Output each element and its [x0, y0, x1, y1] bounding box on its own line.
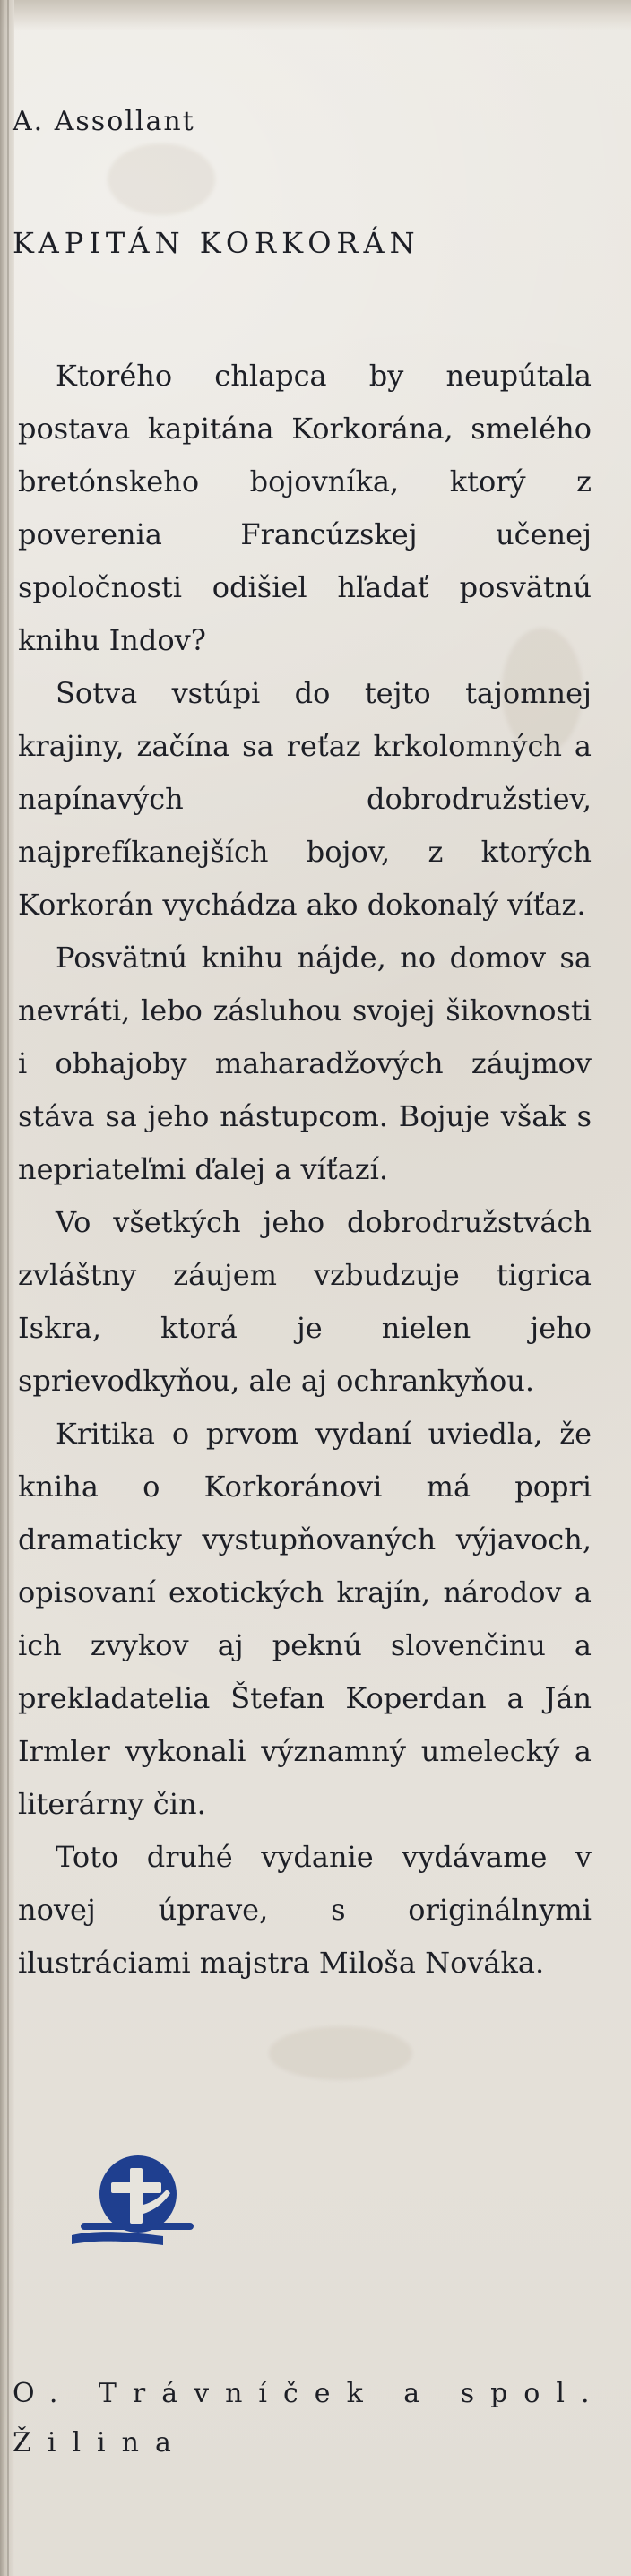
publisher-logo-icon — [65, 2152, 208, 2251]
author-name: A. Assollant — [13, 106, 195, 137]
blurb-paragraph-5: Kritika o prvom vydaní uviedla, že kniha o Korkoránovi má popri dramaticky vystupňovaných výjavoch, opisovaní exotických krajín, národov a ich zvykov aj peknú slovenčinu a prekladatelia Štefan Koperdan a Ján Irmler vykonali významný umelecký a literárny čin. — [18, 1417, 592, 1821]
book-title: KAPITÁN KORKORÁN — [13, 226, 420, 260]
blurb-paragraph-2: Sotva vstúpi do tejto tajomnej krajiny, začína sa reťaz krkolomných a napínavých dobrodružstiev, najprefíkanejších bojov, z ktorých Korkorán vychádza ako dokonalý víťaz. — [18, 676, 592, 922]
blurb-text — [18, 350, 592, 1990]
blurb-paragraph-1: Ktorého chlapca by neupútala postava kapitána Korkorána, smelého bretónskeho bojovníka, ktorý z poverenia Francúzskej učenej spoločnosti odišiel hľadať posvätnú knihu Indov? — [18, 359, 592, 657]
publisher-name: O. Trávníček a spol. — [13, 2378, 606, 2409]
paper-stain — [269, 2026, 412, 2080]
fold-line — [7, 0, 9, 2576]
blurb-paragraph-3: Posvätnú knihu nájde, no domov sa nevráti, lebo zásluhou svojej šikovnosti i obhajoby maharadžových záujmov stáva sa jeho nástupcom. Bojuje však s nepriateľmi ďalej a víťazí. — [18, 941, 592, 1186]
blurb-paragraph-6: Toto druhé vydanie vydávame v novej úprave, s originálnymi ilustráciami majstra Miloša Nováka. — [18, 1840, 592, 1980]
blurb-paragraph-4: Vo všetkých jeho dobrodružstvách zvláštny záujem vzbudzuje tigrica Iskra, ktorá je nielen jeho sprievodkyňou, ale aj ochrankyňou. — [18, 1205, 592, 1398]
paper-stain — [108, 143, 215, 215]
publisher-city: Žilina — [13, 2427, 187, 2459]
top-paper-edge — [0, 0, 631, 30]
